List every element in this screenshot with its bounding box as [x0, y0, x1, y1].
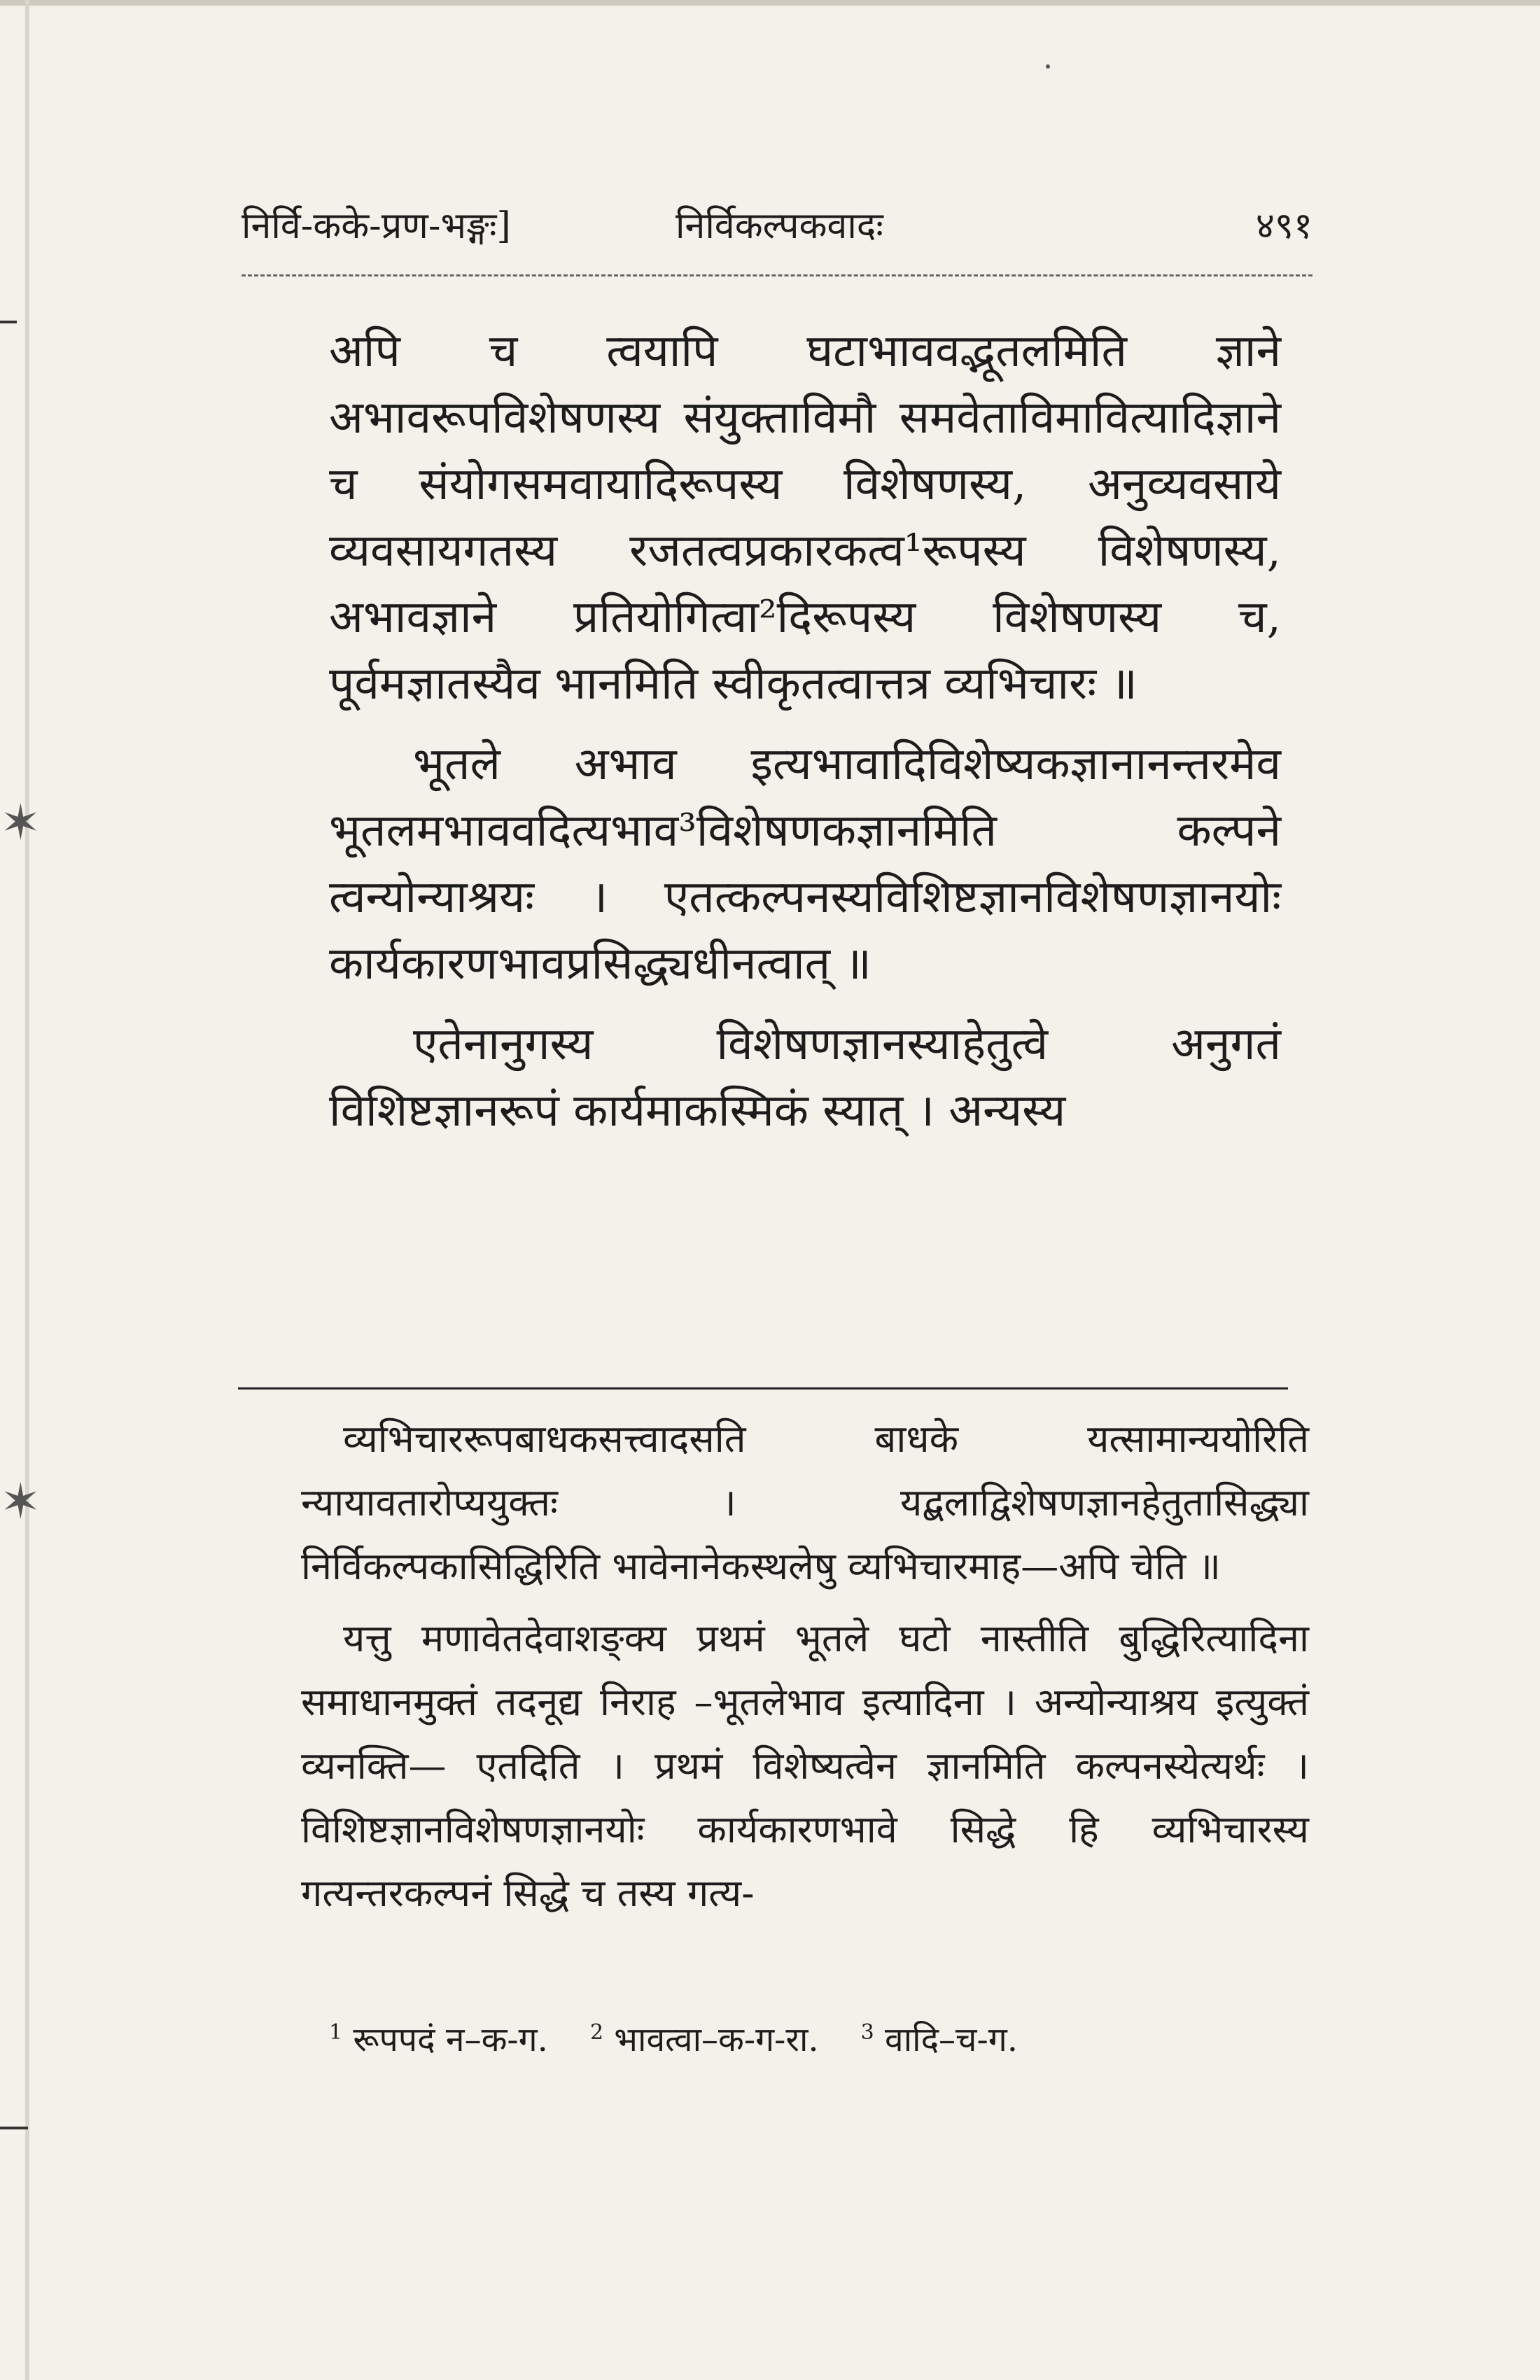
main-text — [329, 318, 1281, 1144]
scan-left-edge — [25, 0, 29, 2380]
page-number: ४९१ — [1255, 205, 1312, 247]
footnote — [590, 2016, 819, 2062]
footnote-text: रूपपदं न–क-ग. — [353, 2020, 548, 2059]
edge-tick — [0, 2127, 28, 2129]
footnote — [329, 2016, 548, 2062]
chapter-title: निर्विकल्पकवादः — [676, 205, 883, 247]
edge-tick — [0, 321, 17, 323]
main-paragraph: अपि च त्वयापि घटाभाववद्भूतलमिति ज्ञाने अभावरूपविशेषणस्य संयुक्ताविमौ समवेताविमावित्यादिज्ञाने च संयोगसमवायादिरूपस्य विशेषणस्य, अनुव्यवसाये व्यवसायगतस्य रजतत्वप्रकारकत्व¹रूपस्य विशेषणस्य, अभावज्ञाने प्रतियोगित्वा²दिरूपस्य विशेषणस्य च, पूर्वमज्ञातस्यैव भानमिति स्वीकृतत्वात्तत्र व्यभिचारः ॥ — [329, 326, 1281, 710]
scan-speck — [1046, 64, 1050, 69]
commentary-divider — [238, 1387, 1288, 1390]
running-header — [241, 200, 1312, 262]
section-reference: निर्वि-कके-प्रण-भङ्गः] — [241, 205, 511, 247]
footnote — [861, 2016, 1018, 2062]
footnote-text: भावत्वा–क-ग-रा. — [614, 2020, 819, 2059]
header-rule — [241, 274, 1312, 276]
footnote-marker: 1 — [329, 2020, 343, 2045]
commentary — [301, 1407, 1309, 1925]
footnote-marker: 2 — [589, 2020, 604, 2045]
binding-star-icon: ✶ — [0, 1473, 41, 1530]
binding-star-icon: ✶ — [0, 794, 41, 851]
footnotes — [329, 2016, 1309, 2062]
footnote-text: वादि–च-ग. — [885, 2020, 1018, 2059]
footnote-marker: 3 — [860, 2020, 874, 2045]
scan-top-edge — [0, 0, 1540, 6]
commentary-paragraph: व्यभिचाररूपबाधकसत्त्वादसति बाधके यत्सामान्ययोरिति न्यायावतारोप्ययुक्तः । यद्बलाद्विशेषणज्ञानहेतुतासिद्ध्या निर्विकल्पकासिद्धिरिति भावेनानेकस्थलेषु व्यभिचारमाह—अपि चेति ॥ — [301, 1417, 1309, 1588]
commentary-paragraph: यत्तु मणावेतदेवाशङ्क्य प्रथमं भूतले घटो नास्तीति बुद्धिरित्यादिना समाधानमुक्तं तदनूद्य निराह –भूतलेभाव इत्यादिना । अन्योन्याश्रय इत्युक्तं व्यनक्ति— एतदिति । प्रथमं विशेष्यत्वेन ज्ञानमिति कल्पनस्येत्यर्थः । विशिष्टज्ञानविशेषणज्ञानयोः कार्यकारणभावे सिद्धे हि व्यभिचारस्य गत्यन्तरकल्पनं सिद्धे च तस्य गत्य- — [301, 1616, 1309, 1915]
main-paragraph: एतेनानुगस्य विशेषणज्ञानस्याहेतुत्वे अनुगतं विशिष्टज्ञानरूपं कार्यमाकस्मिकं स्यात् । अन्यस्य — [329, 1018, 1281, 1137]
main-paragraph: भूतले अभाव इत्यभावादिविशेष्यकज्ञानानन्तरमेव भूतलमभाववदित्यभाव³विशेषणकज्ञानमिति कल्पने त्वन्योन्याश्रयः । एतत्कल्पनस्यविशिष्टज्ञानविशेषणज्ञानयोः कार्यकारणभावप्रसिद्ध्यधीनत्वात् ॥ — [329, 738, 1281, 990]
